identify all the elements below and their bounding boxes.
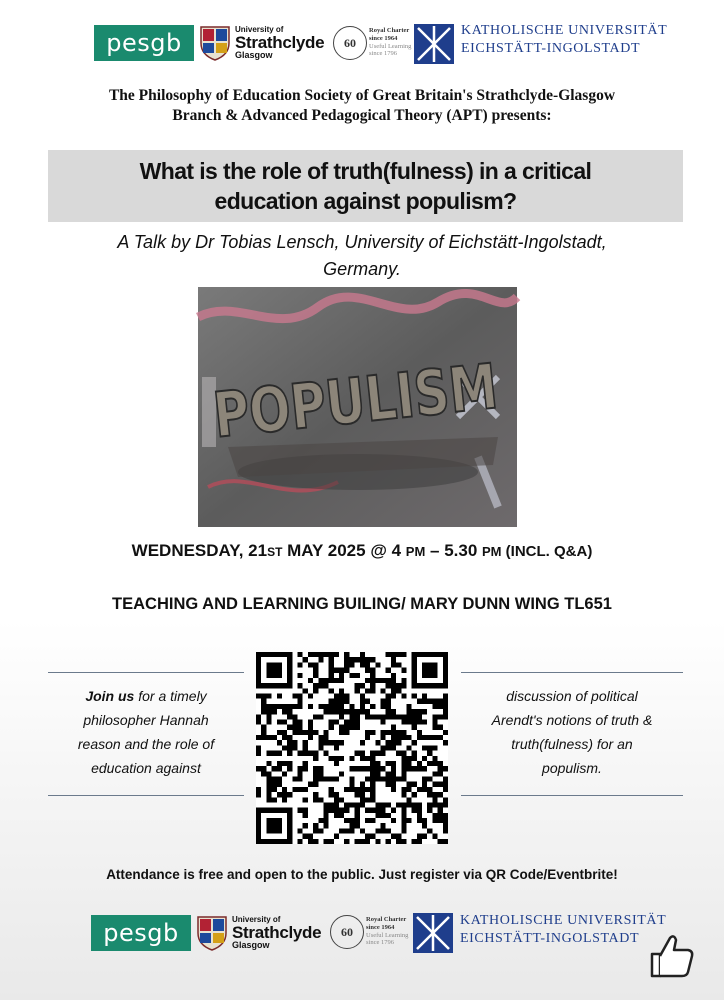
right-line2: Arendt's notions of truth & (491, 712, 653, 728)
charter-text (369, 27, 411, 58)
footer-ku-emblem-icon (413, 913, 453, 953)
date-rest: MAY 2025 @ 4 (282, 541, 406, 560)
right-line4: populism. (542, 760, 602, 776)
footer-strathclyde-small: University of (232, 915, 281, 924)
left-bottom-divider (48, 795, 244, 796)
right-description (461, 684, 683, 780)
talk-line2: Germany. (323, 259, 401, 279)
right-line3: truth(fulness) for an (511, 736, 633, 752)
thumbs-up-icon[interactable] (646, 930, 698, 982)
left-line3: reason and the role of (77, 736, 215, 752)
footer-charter-line4: since 1796 (366, 939, 394, 947)
left-line2: philosopher Hannah (83, 712, 209, 728)
talk-title: What is the role of truth(fulness) in a critical education against populism? (139, 158, 592, 214)
footer-charter-text (366, 916, 408, 947)
presents-line2: Branch & Advanced Pedagogical Theory (APT) presents: (172, 107, 552, 124)
ku-wordmark (461, 22, 667, 57)
date-main: WEDNESDAY, 21 (131, 541, 268, 560)
strathclyde-crest-icon (198, 24, 232, 62)
footer-ku-line2: EICHSTÄTT-INGOLSTADT (460, 930, 640, 946)
footer-strathclyde-crest-icon (195, 914, 229, 952)
presents-line1: The Philosophy of Education Society of Great Britain's Strathclyde-Glasgow (108, 87, 616, 104)
footer-charter-line2: since 1964 (366, 923, 395, 931)
event-venue: TEACHING AND LEARNING BUILING/ MARY DUNN WING TL651 (112, 595, 612, 613)
photo-word: POPULISM (209, 341, 579, 452)
footer-anniversary-seal: 60 (330, 915, 364, 949)
footer-pesgb-logo: pesgb (91, 915, 191, 951)
right-line1: discussion of political (506, 688, 638, 704)
ku-line1: KATHOLISCHE UNIVERSITÄT (461, 23, 668, 38)
footer-strathclyde-wordmark (232, 916, 321, 950)
right-top-divider (461, 672, 683, 673)
anniversary-seal: 60 (333, 26, 367, 60)
footer-charter-line1: Royal Charter (366, 916, 407, 923)
title-banner (48, 150, 683, 222)
speaker-line (0, 229, 724, 283)
join-us-text: Join us (85, 688, 135, 704)
populism-graffiti-image (198, 287, 579, 527)
ku-emblem-icon (414, 24, 454, 64)
date-pm-end: PM (482, 544, 502, 559)
strathclyde-small: University of (235, 25, 284, 34)
footer-ku-line1: KATHOLISCHE UNIVERSITÄT (460, 913, 667, 928)
strathclyde-wordmark (235, 26, 324, 60)
date-incl: (INCL. Q&A) (501, 543, 593, 560)
footer-charter-line3: Useful Learning (366, 931, 409, 939)
registration-qr-code[interactable] (256, 652, 448, 844)
left-line4: education against (91, 760, 201, 776)
strathclyde-name: Strathclyde (235, 33, 325, 52)
charter-line4: since 1796 (369, 50, 397, 58)
footer-ku-wordmark (460, 912, 666, 947)
left-top-divider (48, 672, 244, 673)
ku-line2: EICHSTÄTT-INGOLSTADT (461, 40, 641, 56)
date-dash: – 5.30 (425, 541, 483, 560)
strathclyde-city: Glasgow (235, 50, 273, 60)
footer-strathclyde-name: Strathclyde (232, 923, 322, 942)
pesgb-logo: pesgb (94, 25, 194, 61)
footer-strathclyde-city: Glasgow (232, 940, 270, 950)
presenter-text (0, 86, 724, 126)
attendance-note: Attendance is free and open to the public. Just register via QR Code/Eventbrite! (106, 867, 618, 882)
date-pm-start: PM (405, 544, 426, 559)
charter-line1: Royal Charter (369, 27, 410, 34)
charter-line2: since 1964 (369, 34, 398, 42)
right-bottom-divider (461, 795, 683, 796)
left-line1: for a timely (134, 688, 207, 704)
talk-line1: A Talk by Dr Tobias Lensch, University of Eichstätt-Ingolstadt, (117, 232, 607, 252)
date-ordinal: ST (267, 545, 283, 559)
charter-line3: Useful Learning (369, 42, 412, 50)
left-description (48, 684, 244, 780)
event-date (0, 541, 724, 561)
